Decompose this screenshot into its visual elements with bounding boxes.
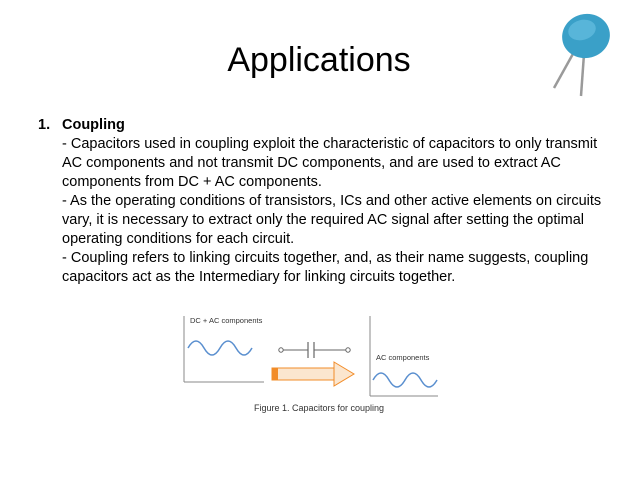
list-item-coupling [62,116,614,287]
paragraph-3: - Coupling refers to linking circuits together, and, as their name suggests, coupling capacitors act as the Intermediary for linking circuits together. [62,250,589,285]
paragraph-1: - Capacitors used in coupling exploit the characteristic of capacitors to only transmit AC components and not transmit DC components, and are used to extract AC components from DC + AC components. [62,136,598,190]
left-label: DC + AC components [190,316,263,325]
ceramic-capacitor-image [548,10,618,100]
terminal-left [279,348,283,352]
list-number: 1. [38,117,51,133]
arrow-tail [272,368,278,380]
slide-title: Applications [227,41,411,79]
right-wave [373,373,437,387]
arrow-shaft [272,368,334,380]
list-heading: Coupling [62,117,125,133]
arrow-head [334,362,354,386]
paragraph-2: - As the operating conditions of transistors, ICs and other active elements on circuits vary, it is necessary to extract only the required AC signal after setting the optimal operating conditions for each circuit. [62,193,602,247]
left-wave [188,341,252,355]
terminal-right [346,348,350,352]
right-label: AC components [376,353,430,362]
capacitor-lead-left [554,52,574,88]
capacitor-lead-right [581,54,584,96]
figure-caption: Figure 1. Capacitors for coupling [253,403,385,413]
